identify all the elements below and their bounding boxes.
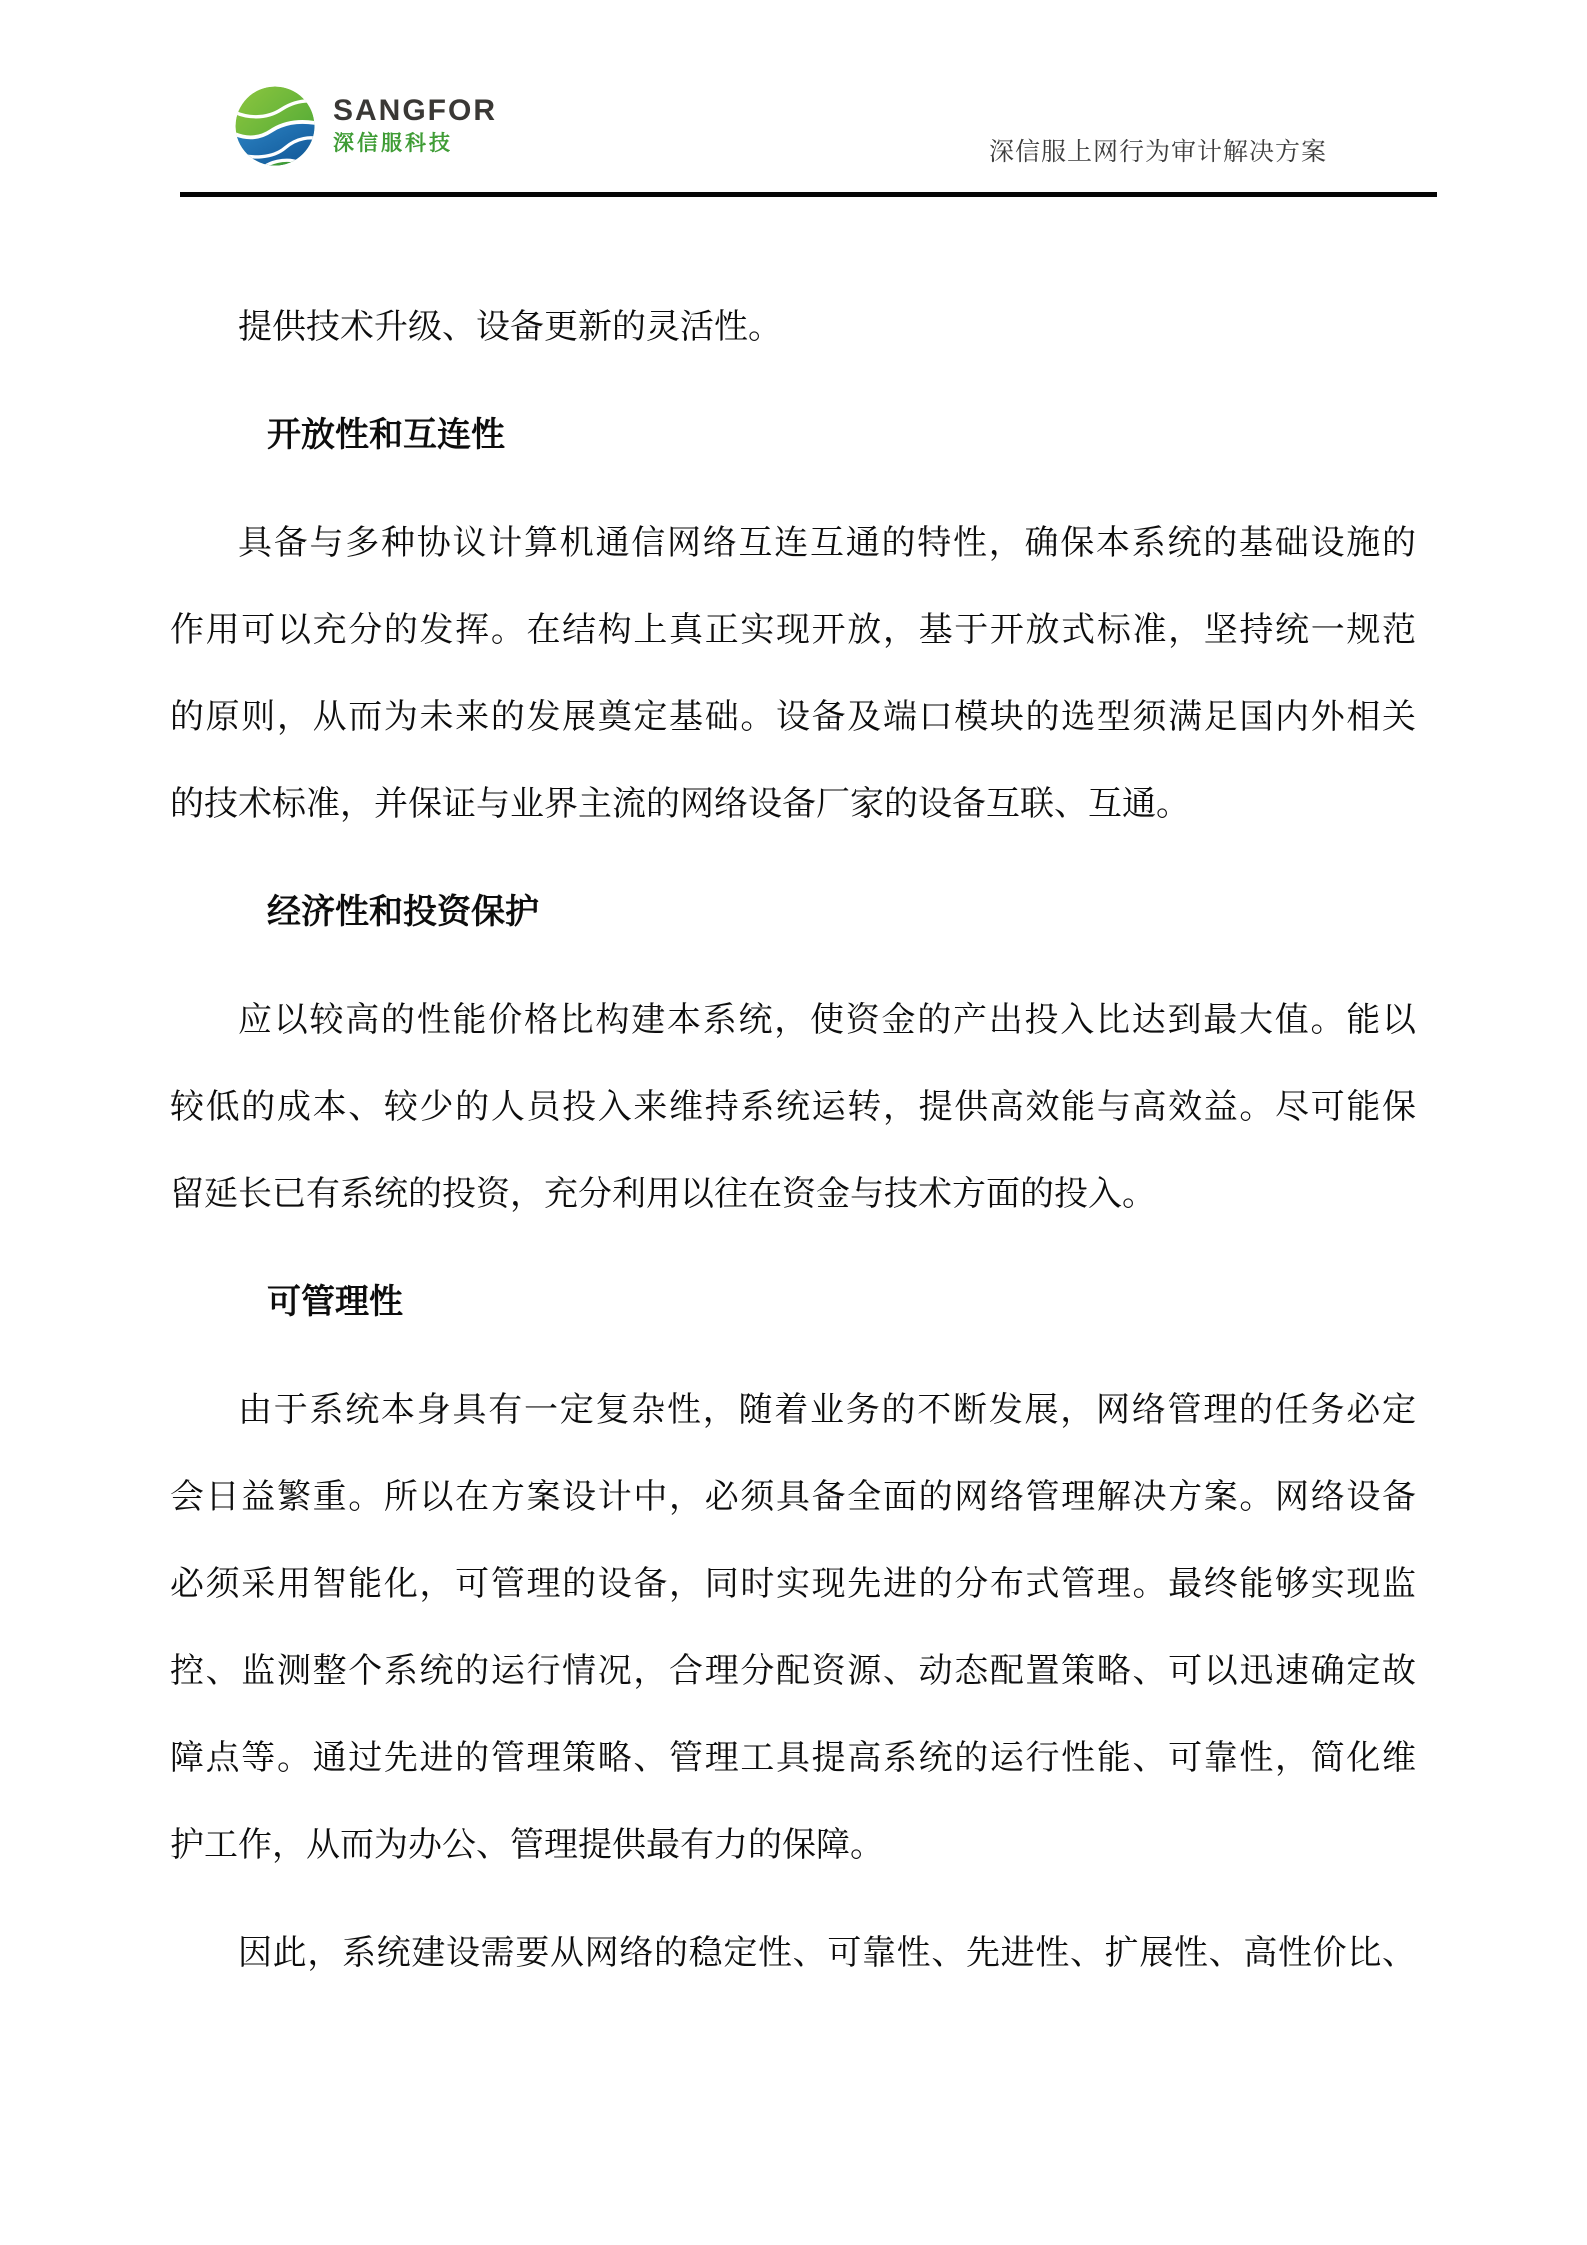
text-line: 应以较高的性能价格比构建本系统，使资金的产出投入比达到最大值。能以 <box>238 1001 1416 1039</box>
text-line: 的原则，从而为未来的发展奠定基础。设备及端口模块的选型须满足国内外相关 <box>170 698 1416 736</box>
brand-name-cn: 深信服科技 <box>333 132 453 155</box>
document-body <box>170 263 1416 2018</box>
section-heading: 开放性和互连性 <box>267 416 505 454</box>
text-line: 控、监测整个系统的运行情况，合理分配资源、动态配置策略、可以迅速确定故 <box>170 1652 1416 1690</box>
text-line: 会日益繁重。所以在方案设计中，必须具备全面的网络管理解决方案。网络设备 <box>170 1478 1416 1516</box>
text-line: 护工作，从而为办公、管理提供最有力的保障。 <box>170 1826 884 1864</box>
brand-name: SANGFOR <box>333 94 497 127</box>
logo-text <box>333 84 497 154</box>
document-title: 深信服上网行为审计解决方案 <box>988 138 1327 166</box>
text-line: 具备与多种协议计算机通信网络互连互通的特性，确保本系统的基础设施的 <box>238 524 1416 562</box>
text-line: 留延长已有系统的投资，充分利用以往在资金与技术方面的投入。 <box>170 1175 1156 1213</box>
text-line: 必须采用智能化，可管理的设备，同时实现先进的分布式管理。最终能够实现监 <box>170 1565 1416 1603</box>
section-heading: 可管理性 <box>267 1283 403 1321</box>
paragraph <box>170 500 1416 848</box>
sangfor-logo <box>233 84 497 168</box>
paragraph <box>170 977 1416 1238</box>
text-line: 较低的成本、较少的人员投入来维持系统运转，提供高效能与高效益。尽可能保 <box>170 1088 1416 1126</box>
paragraph <box>170 284 1416 371</box>
paragraph <box>170 1367 1416 1889</box>
text-line: 的技术标准，并保证与业界主流的网络设备厂家的设备互联、互通。 <box>170 785 1190 823</box>
text-line: 因此，系统建设需要从网络的稳定性、可靠性、先进性、扩展性、高性价比、 <box>238 1934 1416 1972</box>
paragraph <box>170 1910 1416 1997</box>
text-line: 障点等。通过先进的管理策略、管理工具提高系统的运行性能、可靠性，简化维 <box>170 1739 1416 1777</box>
header-rule <box>180 192 1437 197</box>
text-line: 作用可以充分的发挥。在结构上真正实现开放，基于开放式标准，坚持统一规范 <box>170 611 1416 649</box>
text-line: 提供技术升级、设备更新的灵活性。 <box>238 308 782 346</box>
sangfor-globe-icon <box>233 84 317 168</box>
text-line: 由于系统本身具有一定复杂性，随着业务的不断发展，网络管理的任务必定 <box>238 1391 1416 1429</box>
section-heading: 经济性和投资保护 <box>267 893 539 931</box>
